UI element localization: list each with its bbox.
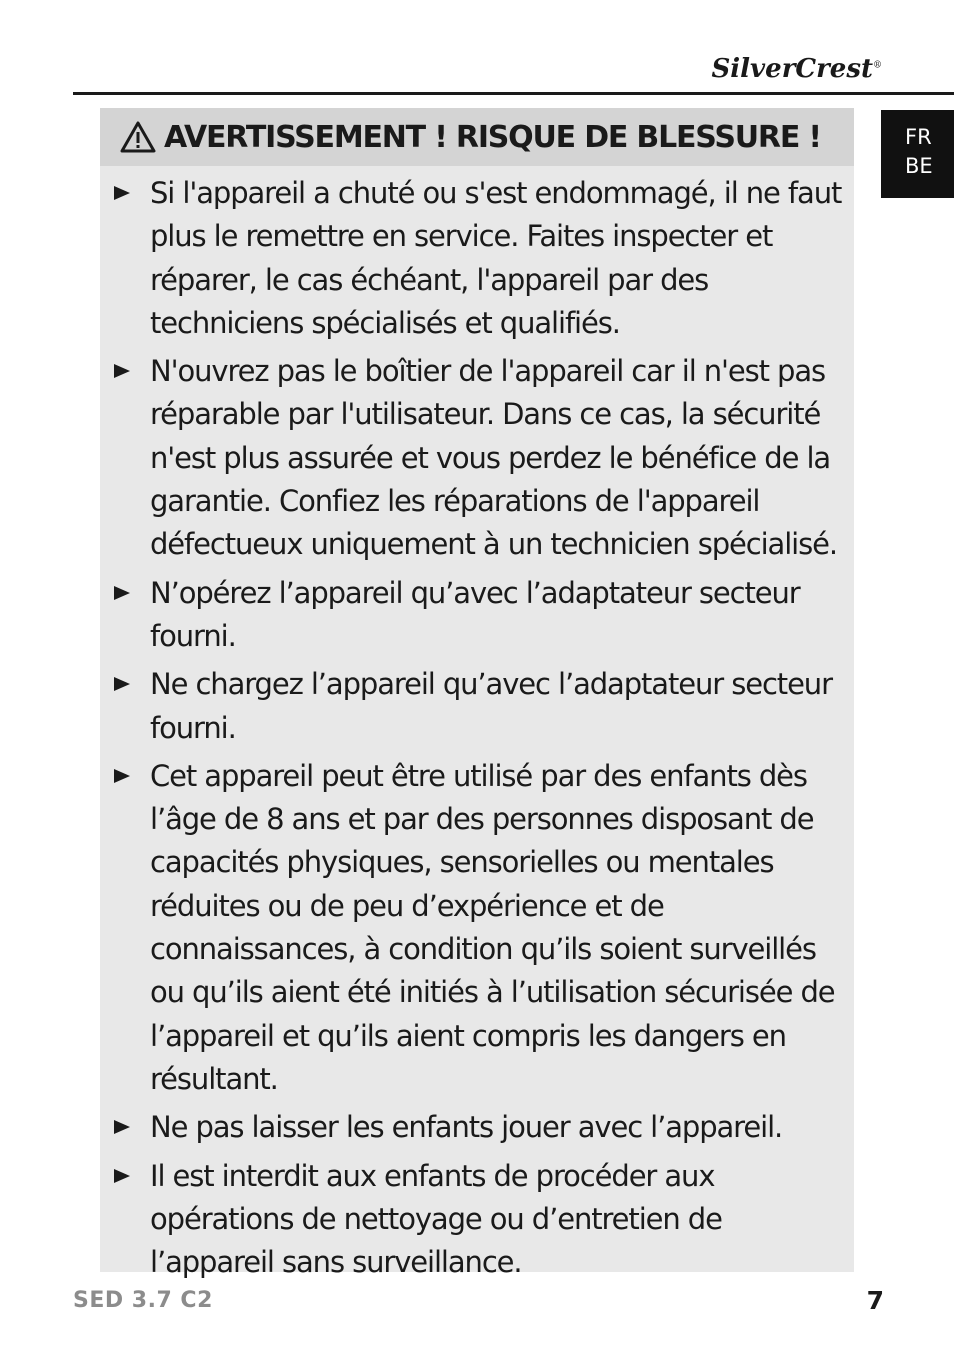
- brand-name: SilverCrest: [711, 54, 873, 84]
- list-item-text: Il est interdit aux enfants de procéder aux opérations de nettoyage ou d’entretien de l’appareil sans surveillance.: [150, 1158, 722, 1280]
- language-tab: [881, 110, 954, 198]
- footer-model-number: SED 3.7 C2: [73, 1288, 213, 1313]
- language-code-fr: FR: [905, 125, 932, 149]
- list-item: [114, 1155, 849, 1285]
- list-item-text: Cet appareil peut être utilisé par des enfants dès l’âge de 8 ans et par des personnes disposant de capacités physiques, sensorielles ou mentales réduites ou de peu d’expérience et de connaissances, à condition qu’ils soient surveillés ou qu’ils aient été initiés à l’utilisation sécurisée de l’appareil et qu’ils aient compris les dangers en résultant.: [150, 758, 835, 1096]
- bullet-arrow-icon: [114, 364, 130, 378]
- bullet-arrow-icon: [114, 1169, 130, 1183]
- list-item-text: Si l'appareil a chuté ou s'est endommagé, il ne faut plus le remettre en service. Faites inspecter et réparer, le cas échéant, l'appareil par des techniciens spécialisés et qualifiés.: [150, 176, 842, 340]
- list-item-text: N'ouvrez pas le boîtier de l'appareil car il n'est pas réparable par l'utilisateur. Dans ce cas, la sécurité n'est plus assurée et vous perdez le bénéfice de la garantie. Confiez les réparations de l'appareil défectueux uniquement à un technicien spécialisé.: [150, 354, 838, 562]
- bullet-arrow-icon: [114, 186, 130, 200]
- list-item: [114, 663, 849, 750]
- language-code-be: BE: [905, 154, 933, 178]
- bullet-arrow-icon: [114, 677, 130, 691]
- warning-title-bar: [100, 108, 854, 166]
- page-number: 7: [866, 1286, 884, 1315]
- warning-list: [114, 172, 849, 1289]
- list-item-text: Ne chargez l’appareil qu’avec l’adaptateur secteur fourni.: [150, 667, 832, 745]
- list-item-text: Ne pas laisser les enfants jouer avec l’appareil.: [150, 1110, 783, 1145]
- warning-title: AVERTISSEMENT ! RISQUE DE BLESSURE !: [164, 119, 821, 155]
- warning-triangle-icon: [120, 121, 156, 153]
- bullet-arrow-icon: [114, 769, 130, 783]
- list-item-text: N’opérez l’appareil qu’avec l’adaptateur secteur fourni.: [150, 575, 800, 653]
- header-divider: [73, 92, 954, 95]
- registered-mark: ®: [873, 60, 882, 71]
- bullet-arrow-icon: [114, 1120, 130, 1134]
- list-item: [114, 1106, 849, 1149]
- bullet-arrow-icon: [114, 586, 130, 600]
- list-item: [114, 172, 849, 345]
- list-item: [114, 350, 849, 566]
- list-item: [114, 755, 849, 1101]
- brand-logo: [712, 54, 882, 84]
- list-item: [114, 572, 849, 659]
